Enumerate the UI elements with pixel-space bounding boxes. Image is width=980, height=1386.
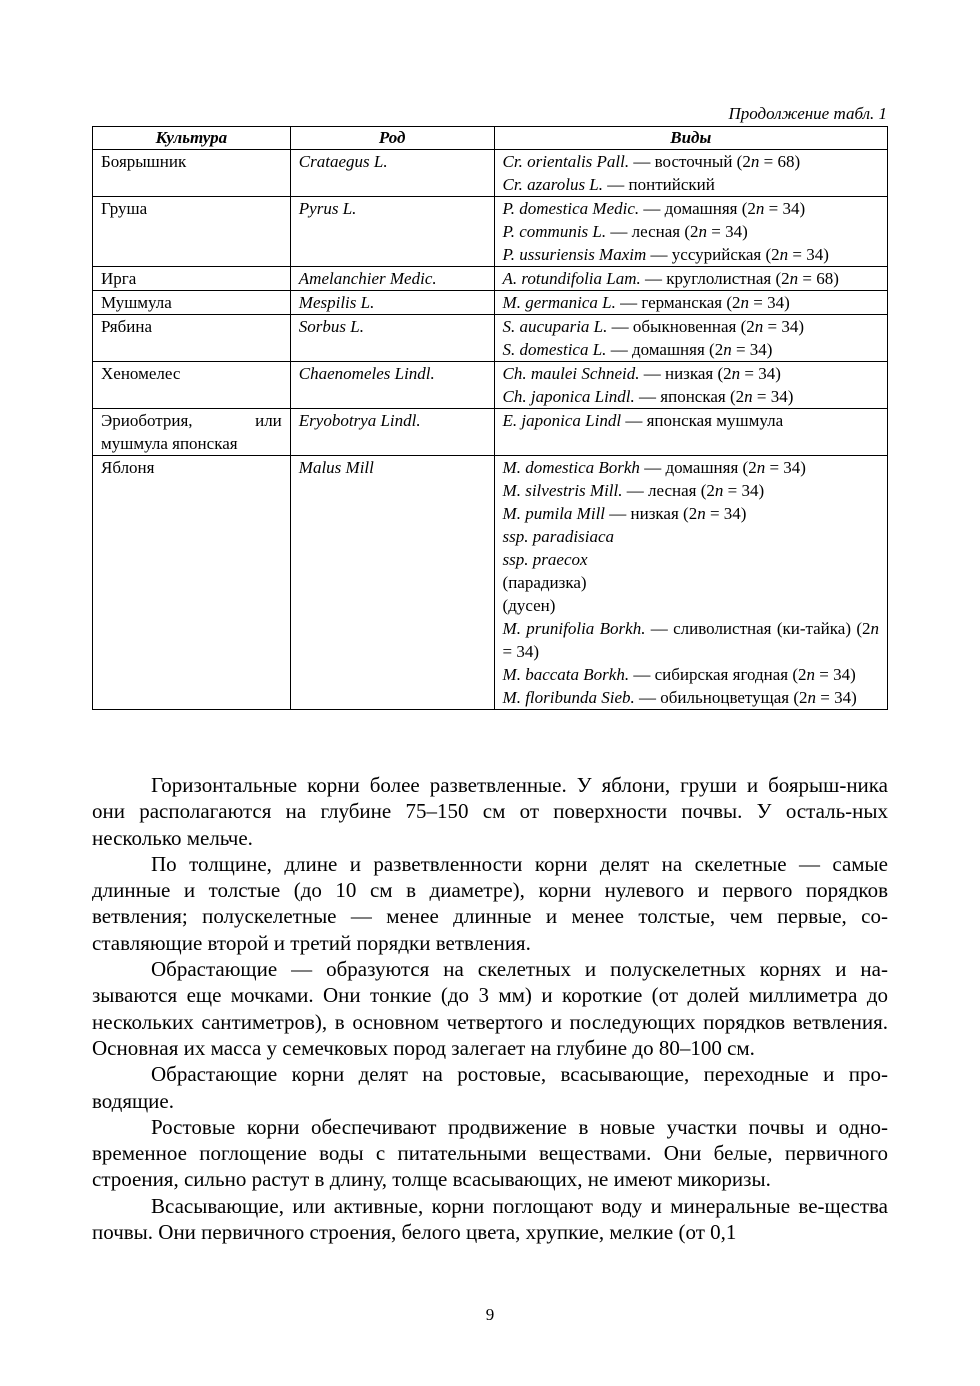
species-cell [494, 362, 887, 409]
species-common-name: — домашняя (2 [606, 340, 724, 359]
culture-cell [93, 456, 291, 710]
genus-cell: Eryobotrya Lindl. [290, 409, 494, 456]
species-cell [494, 409, 887, 456]
species-common-name: — японская (2 [634, 387, 745, 406]
chromosome-symbol: n [756, 458, 766, 477]
species-common-name: — германская (2 [615, 293, 741, 312]
species-latin-name: P. communis L. [502, 222, 607, 241]
species-latin-name: S. aucuparia L. [502, 317, 608, 336]
table-header-row [93, 127, 888, 150]
table-row [93, 291, 888, 315]
chromosome-count: = 34) [765, 458, 806, 477]
chromosome-symbol: n [714, 481, 724, 500]
subspecies-latin: ssp. paradisiaca [502, 527, 615, 546]
species-cell [494, 456, 887, 710]
chromosome-symbol: n [807, 688, 816, 707]
species-common-name: — понтийский [603, 175, 715, 194]
species-entry [503, 409, 879, 432]
species-cell [494, 267, 887, 291]
header-culture: Культура [93, 127, 291, 150]
species-entry [503, 315, 879, 338]
species-entry [503, 243, 879, 266]
table-row [93, 409, 888, 456]
paragraph: Обрастающие корни делят на ростовые, всасывающие, переходные и про-водящие. [92, 1062, 888, 1113]
species-cell [494, 197, 887, 267]
chromosome-count: = 34) [764, 199, 806, 218]
table-row [93, 362, 888, 409]
page-number: 9 [485, 1305, 495, 1324]
species-cell [494, 315, 887, 362]
table-row [93, 267, 888, 291]
subspecies-common-name: (дусен) [502, 596, 556, 615]
culture-name: Хеномелес [101, 364, 181, 383]
chromosome-symbol: n [698, 222, 708, 241]
species-entry [503, 479, 879, 502]
chromosome-count: = 34) [705, 504, 747, 523]
species-latin-name: A. rotundifolia Lam. [502, 269, 641, 288]
table-row [93, 456, 888, 710]
paragraph: Горизонтальные корни более разветвленные. У яблони, груши и боярыш-ника они располагаются на глубине 75–150 см от поверхности почвы. У осталь-ных несколько мельче. [92, 773, 888, 850]
species-entry [503, 291, 879, 314]
species-latin-name: P. ussuriensis Maxim [502, 245, 647, 264]
species-entry [503, 617, 879, 663]
genus-cell: Chaenomeles Lindl. [290, 362, 494, 409]
body-text [92, 772, 888, 1245]
chromosome-symbol: n [755, 199, 765, 218]
genus-cell: Crataegus L. [290, 150, 494, 197]
species-common-name: — обыкновенная (2 [607, 317, 755, 336]
paragraph: По толщине, длине и разветвленности корни делят на скелетные — самые длинные и толстые (до 10 см в диаметре), корни нулевого и первого порядков ветвления; полускелетные — менее длинные и менее толстые, чем первые, со-ставляющие второй и третий порядки ветвления. [92, 851, 888, 955]
culture-name: Груша [101, 199, 148, 218]
species-common-name: — домашняя (2 [639, 458, 757, 477]
species-common-name: — лесная (2 [622, 481, 715, 500]
species-common-name: — сливолистная (ки-тайка) (2 [645, 619, 871, 638]
subspecies-common-name: (парадизка) [502, 573, 587, 592]
species-entry [503, 267, 879, 290]
species-entry [503, 220, 879, 243]
species-common-name: — низкая (2 [605, 504, 698, 523]
species-latin-name: S. domestica L. [502, 340, 607, 359]
header-species: Виды [494, 127, 887, 150]
species-entry [503, 362, 879, 385]
table-row [93, 197, 888, 267]
culture-cell [93, 362, 291, 409]
genus-cell: Mespilis L. [290, 291, 494, 315]
paragraph: Всасывающие, или активные, корни поглощают воду и минеральные ве-щества почвы. Они первичного строения, белого цвета, хрупкие, мелкие (от 0,1 [92, 1193, 888, 1245]
culture-name: Рябина [101, 317, 153, 336]
chromosome-count: = 34) [763, 317, 805, 336]
species-entry [503, 338, 879, 361]
species-latin-name: M. baccata Borkh. [502, 665, 630, 684]
species-common-name: — японская мушмула [621, 411, 784, 430]
paragraph: Ростовые корни обеспечивают продвижение в новые участки почвы и одно-временное поглощение воды с питательными веществами. Они белые, первичного строения, сильно растут в длину, толще всасывающих, не имеют микоризы. [92, 1114, 888, 1192]
culture-cell [93, 409, 291, 456]
species-common-name: — уссурийская (2 [646, 245, 780, 264]
species-entry [503, 686, 879, 709]
species-common-name: — лесная (2 [606, 222, 699, 241]
genus-cell: Malus Mill [290, 456, 494, 710]
species-common-name: — низкая (2 [639, 364, 732, 383]
chromosome-count: = 34) [723, 481, 765, 500]
chromosome-count: = 34) [816, 688, 857, 707]
chromosome-count: = 34) [502, 642, 540, 661]
species-cell [494, 150, 887, 197]
chromosome-symbol: n [789, 269, 799, 288]
species-entry [503, 150, 879, 173]
species-latin-name: Cr. azarolus L. [502, 175, 604, 194]
species-entry [503, 385, 879, 408]
species-common-name: — сибирская ягодная (2 [629, 665, 807, 684]
chromosome-symbol: n [731, 364, 741, 383]
species-common-name: — домашняя (2 [639, 199, 756, 218]
species-latin-name: M. floribunda Sieb. [502, 688, 635, 707]
chromosome-count: = 34) [749, 293, 790, 312]
chromosome-symbol: n [697, 504, 706, 523]
paragraph: Обрастающие — образуются на скелетных и полускелетных корнях и на-зываются еще мочками. Они тонкие (до 3 мм) и короткие (от долей миллиметра до нескольких сантиметров), в основном четвертого и последующих порядков ветвления. Основная их масса у семечковых пород залегает на глубине до 80–100 см. [92, 957, 888, 1060]
culture-cell [93, 315, 291, 362]
table-row [93, 150, 888, 197]
species-latin-name: M. domestica Borkh [502, 458, 640, 477]
species-common-name: — обильноцветущая (2 [634, 688, 808, 707]
chromosome-symbol: n [779, 245, 789, 264]
culture-cell [93, 150, 291, 197]
chromosome-symbol: n [806, 665, 816, 684]
species-latin-name: Cr. orientalis Pall. [502, 152, 630, 171]
subspecies-latin: ssp. praecox [502, 550, 588, 569]
chromosome-symbol: n [744, 387, 753, 406]
chromosome-count: = 34) [740, 364, 781, 383]
header-genus: Род [290, 127, 494, 150]
species-common-name: — круглолистная (2 [640, 269, 790, 288]
species-latin-name: M. prunifolia Borkh. [502, 619, 646, 638]
culture-cell [93, 267, 291, 291]
species-entry [503, 456, 879, 479]
genus-cell: Amelanchier Medic. [290, 267, 494, 291]
species-entry [503, 173, 879, 196]
species-entry [503, 502, 879, 525]
culture-name: Мушмула [101, 293, 172, 312]
species-entry [503, 197, 879, 220]
species-latin-name: M. silvestris Mill. [502, 481, 623, 500]
species-cell [494, 291, 887, 315]
chromosome-count: = 68) [798, 269, 839, 288]
species-latin-name: M. germanica L. [502, 293, 616, 312]
chromosome-count: = 34) [788, 245, 829, 264]
chromosome-count: = 68) [759, 152, 801, 171]
culture-cell [93, 197, 291, 267]
genus-cell: Pyrus L. [290, 197, 494, 267]
table-body [93, 150, 888, 710]
chromosome-symbol: n [750, 152, 760, 171]
table-continuation-caption: Продолжение табл. 1 [728, 104, 887, 123]
species-entry [503, 525, 879, 617]
species-latin-name: M. pumila Mill [502, 504, 606, 523]
species-table [92, 126, 888, 710]
culture-name: Яблоня [101, 458, 155, 477]
chromosome-symbol: n [870, 619, 879, 638]
chromosome-symbol: n [723, 340, 732, 359]
chromosome-symbol: n [754, 317, 764, 336]
species-entry [503, 663, 879, 686]
genus-cell: Sorbus L. [290, 315, 494, 362]
culture-name: Эриоботрия, или мушмула японская [101, 411, 282, 453]
culture-name: Ирга [101, 269, 137, 288]
chromosome-count: = 34) [707, 222, 748, 241]
chromosome-symbol: n [740, 293, 750, 312]
table-row [93, 315, 888, 362]
chromosome-count: = 34) [815, 665, 856, 684]
chromosome-count: = 34) [752, 387, 794, 406]
chromosome-count: = 34) [731, 340, 773, 359]
species-latin-name: Ch. japonica Lindl. [502, 387, 635, 406]
species-common-name: — восточный (2 [629, 152, 751, 171]
culture-cell [93, 291, 291, 315]
species-latin-name: E. japonica Lindl [502, 411, 622, 430]
species-latin-name: P. domestica Medic. [502, 199, 640, 218]
species-latin-name: Ch. maulei Schneid. [502, 364, 640, 383]
culture-name: Боярышник [101, 152, 187, 171]
